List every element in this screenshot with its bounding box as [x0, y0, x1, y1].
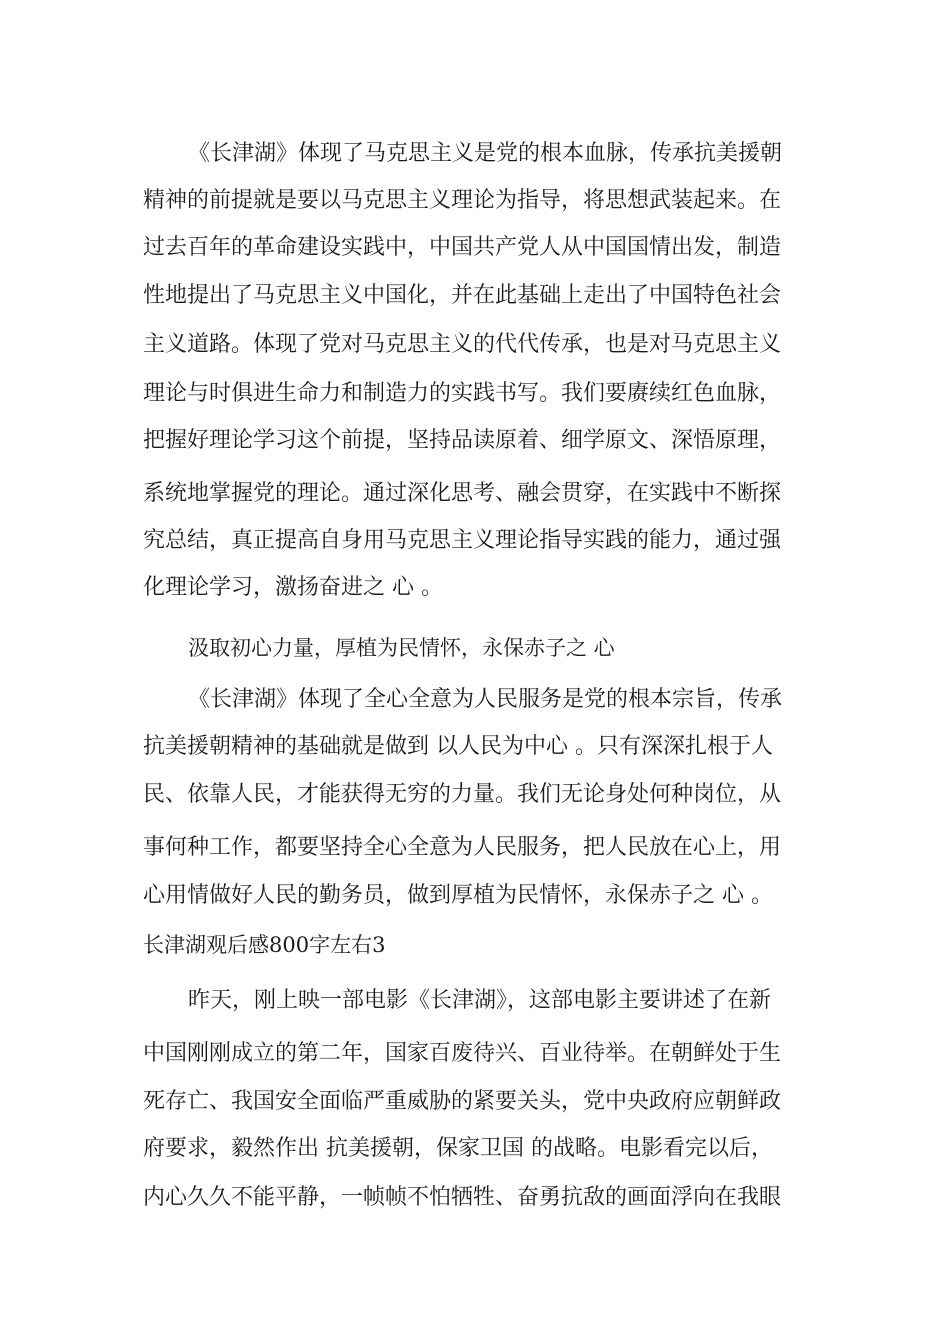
paragraph-line: 《长津湖》体现了全心全意为人民服务是党的根本宗旨，传承 — [188, 687, 783, 712]
paragraph-line: 性地提出了马克思主义中国化，并在此基础上走出了中国特色社会 — [143, 283, 782, 308]
paragraph-line: 事何种工作，都要坚持全心全意为人民服务，把人民放在心上，用 — [143, 835, 782, 860]
paragraph-line: 府要求，毅然作出 抗美援朝，保家卫国 的战略。电影看完以后， — [143, 1136, 773, 1161]
paragraph-line: 内心久久不能平静，一帧帧不怕牺牲、奋勇抗敌的画面浮向在我眼 — [143, 1185, 782, 1210]
paragraph-line: 化理论学习，激扬奋进之 心 。 — [143, 575, 443, 600]
section-heading: 汲取初心力量，厚植为民情怀，永保赤子之 心 — [188, 636, 615, 660]
paragraph-line: 中国刚刚成立的第二年，国家百废待兴、百业待举。在朝鲜处于生 — [143, 1041, 782, 1066]
paragraph-line: 精神的前提就是要以马克思主义理论为指导，将思想武装起来。在 — [143, 188, 782, 213]
paragraph-line: 心用情做好人民的勤务员，做到厚植为民情怀，永保赤子之 心 。 — [143, 883, 773, 908]
paragraph-line: 民、依靠人民，才能获得无穷的力量。我们无论身处何种岗位，从 — [143, 782, 782, 807]
article-title: 长津湖观后感800字左右3 — [143, 933, 386, 957]
paragraph-line: 把握好理论学习这个前提，坚持品读原着、细学原文、深悟原理， — [143, 428, 782, 453]
paragraph-line: 《长津湖》体现了马克思主义是党的根本血脉，传承抗美援朝 — [188, 141, 783, 166]
paragraph-line: 系统地掌握党的理论。通过深化思考、融会贯穿，在实践中不断探 — [143, 481, 782, 506]
paragraph-line: 死存亡、我国安全面临严重威胁的紧要关头，党中央政府应朝鲜政 — [143, 1089, 782, 1114]
paragraph-line: 抗美援朝精神的基础就是做到 以人民为中心 。只有深深扎根于人 — [143, 734, 773, 759]
paragraph-line: 昨天，刚上映一部电影《长津湖》，这部电影主要讲述了在新 — [188, 988, 772, 1013]
paragraph-line: 究总结，真正提高自身用马克思主义理论指导实践的能力，通过强 — [143, 528, 782, 553]
paragraph-line: 过去百年的革命建设实践中，中国共产党人从中国国情出发，制造 — [143, 235, 782, 260]
paragraph-line: 理论与时俱进生命力和制造力的实践书写。我们要赓续红色血脉， — [143, 381, 782, 406]
paragraph-line: 主义道路。体现了党对马克思主义的代代传承，也是对马克思主义 — [143, 332, 782, 357]
